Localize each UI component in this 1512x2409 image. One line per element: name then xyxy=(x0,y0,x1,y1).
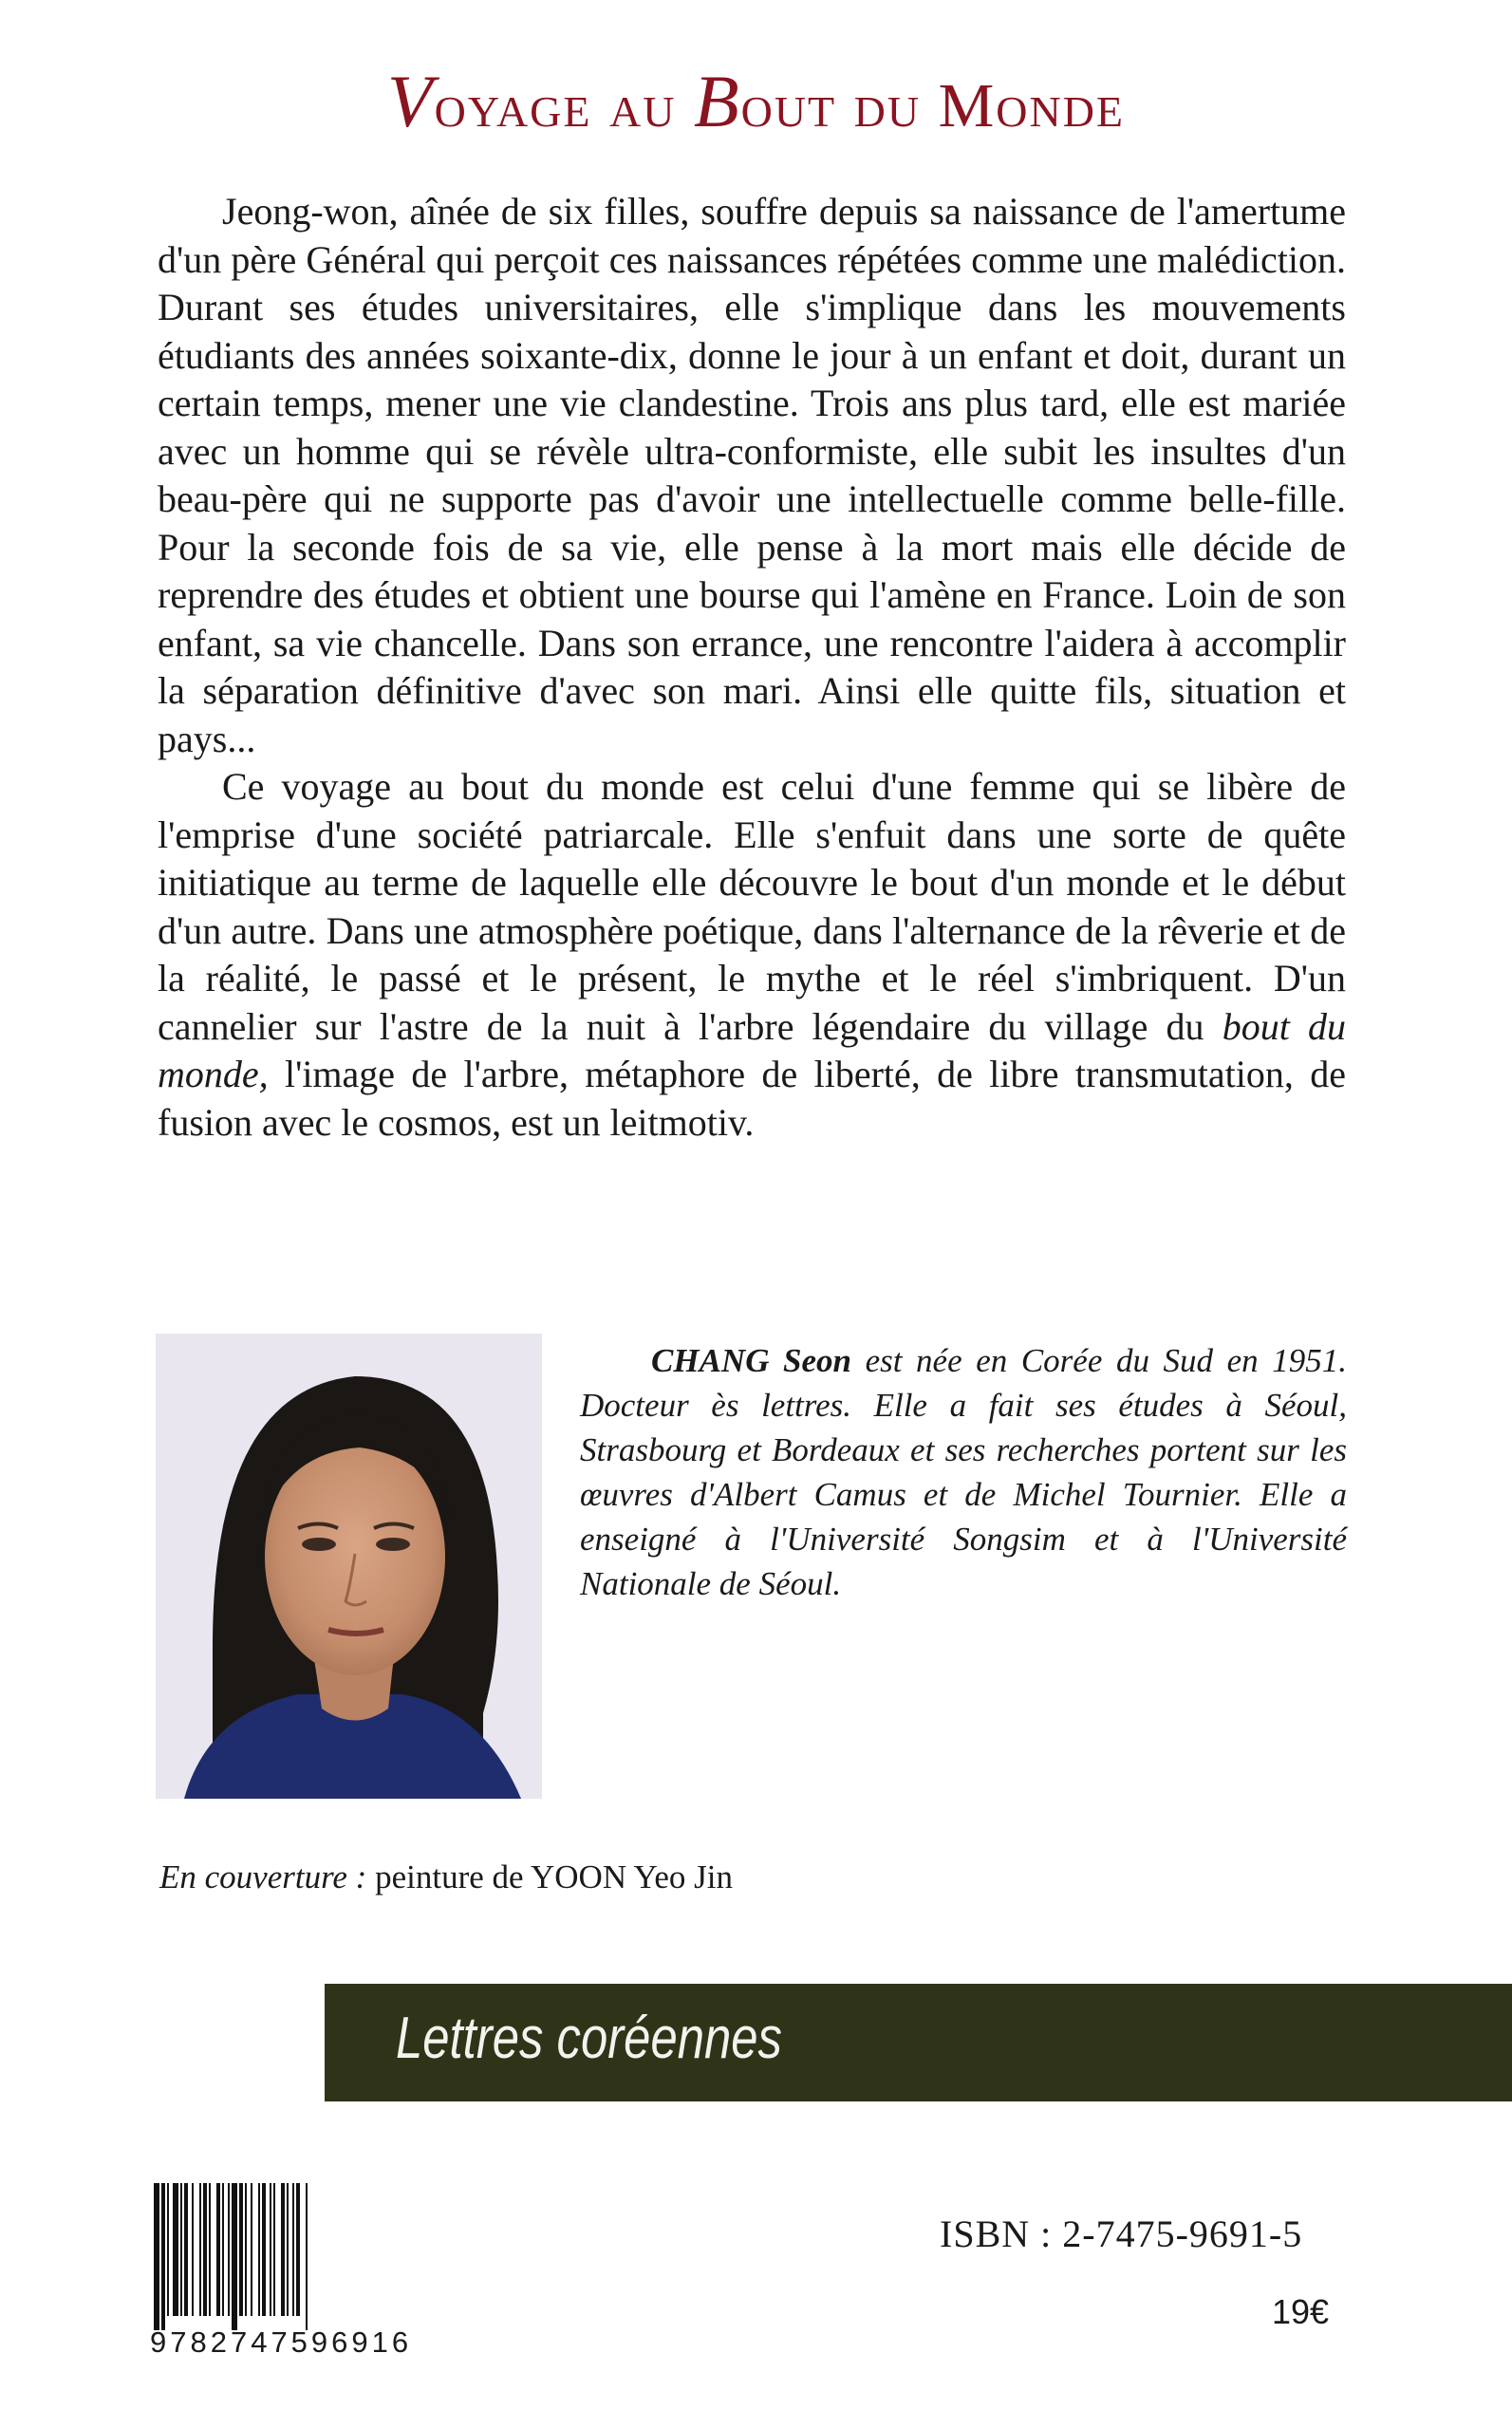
author-portrait-illustration xyxy=(156,1334,542,1799)
summary-paragraph-1: Jeong-won, aînée de six filles, souffre depuis sa naissance de l'amertume d'un père Général qui perçoit ces naissances répétées comme une malédiction. Durant ses études universitaires, elle s'implique dans les mouvements étudiants des années soixante-dix, donne le jour à un enfant et doit, durant un certain temps, mener une vie clandestine. Trois ans plus tard, elle est mariée avec un homme qui se révèle ultra-conformiste, elle subit les insultes d'un beau-père qui ne supporte pas d'avoir une intellectuelle comme belle-fille. Pour la seconde fois de sa vie, elle pense à la mort mais elle décide de reprendre des études et obtient une bourse qui l'amène en France. Loin de son enfant, sa vie chancelle. Dans son errance, une rencontre l'aidera à accomplir la séparation définitive d'avec son mari. Ainsi elle quitte fils, situation et pays... xyxy=(158,190,1346,760)
price: 19€ xyxy=(1272,2292,1330,2331)
barcode-bar xyxy=(203,2183,207,2316)
author-bio-text: est née en Corée du Sud en 1951. Docteur ès lettres. Elle a fait ses études à Séoul, Strasbourg et Bordeaux et ses recherches portent sur les œuvres d'Albert Camus et de Michel Tournier. Elle a enseigné à l'Université Songsim et à l'Université Nationale de Séoul. xyxy=(580,1342,1347,1602)
barcode-bar xyxy=(154,2183,159,2330)
summary-paragraph-2-start: Ce voyage au bout du monde est celui d'une femme qui se libère de l'emprise d'une société patriarcale. Elle s'enfuit dans une sorte de quête initiatique au terme de laquelle elle découvre le bout d'un monde et le début d'un autre. Dans une atmosphère poétique, dans l'alternance de la rêverie et de la réalité, le passé et le présent, le mythe et le réel s'imbriquent. D'un cannelier sur l'astre de la nuit à l'arbre légendaire du village du xyxy=(158,765,1346,1048)
collection-name: Lettres coréennes xyxy=(396,2006,782,2071)
barcode-bar xyxy=(180,2183,182,2316)
barcode-bar xyxy=(270,2183,271,2316)
cover-credit-label: En couverture : xyxy=(159,1858,367,1895)
cover-credit-text: peinture de YOON Yeo Jin xyxy=(366,1858,733,1895)
barcode-bar xyxy=(273,2183,275,2316)
barcode-bar xyxy=(251,2183,252,2316)
cover-credit xyxy=(159,1858,733,1896)
collection-band xyxy=(325,1984,1512,2101)
barcode-bar xyxy=(216,2183,220,2316)
barcode-bar xyxy=(228,2183,230,2316)
author-name: CHANG Seon xyxy=(651,1342,852,1379)
title-initial-b: B xyxy=(693,60,741,142)
barcode-bar xyxy=(209,2183,211,2316)
barcode-bar xyxy=(292,2183,294,2316)
summary-paragraph-2-end: l'image de l'arbre, métaphore de liberté, de libre transmutation, de fusion avec le cosmos, est un leitmotiv. xyxy=(158,1053,1346,1144)
summary-italic-phrase: bout du monde, xyxy=(158,1004,1346,1095)
title-initial-v: V xyxy=(386,60,435,142)
book-summary xyxy=(158,188,1346,1147)
summary-paragraph-2 xyxy=(158,763,1346,1147)
barcode-bar xyxy=(184,2183,188,2316)
barcode-bar xyxy=(306,2183,308,2330)
barcode-bar xyxy=(262,2183,266,2316)
barcode-bar xyxy=(173,2183,178,2316)
book-title xyxy=(0,59,1512,144)
barcode-digits: 9782747596916 xyxy=(150,2325,413,2359)
author-bio xyxy=(580,1338,1347,1606)
title-text-2: out du Monde xyxy=(740,71,1126,140)
isbn: ISBN : 2-7475-9691-5 xyxy=(940,2213,1303,2255)
barcode-bar xyxy=(199,2183,201,2316)
barcode-bar xyxy=(222,2183,224,2316)
barcode-bar xyxy=(258,2183,260,2316)
barcode-bar xyxy=(192,2183,194,2316)
barcode xyxy=(150,2183,454,2363)
barcode-bar xyxy=(245,2183,247,2316)
barcode-bar xyxy=(161,2183,165,2330)
barcode-bars xyxy=(150,2183,454,2330)
barcode-bar xyxy=(287,2183,289,2316)
barcode-bar xyxy=(239,2183,243,2316)
title-text-1: oyage au xyxy=(434,71,694,140)
author-bio-paragraph xyxy=(580,1338,1347,1606)
barcode-bar xyxy=(232,2183,237,2330)
barcode-bar xyxy=(281,2183,285,2316)
barcode-bar xyxy=(167,2183,169,2316)
barcode-bar xyxy=(296,2183,300,2316)
author-photo xyxy=(156,1334,542,1799)
